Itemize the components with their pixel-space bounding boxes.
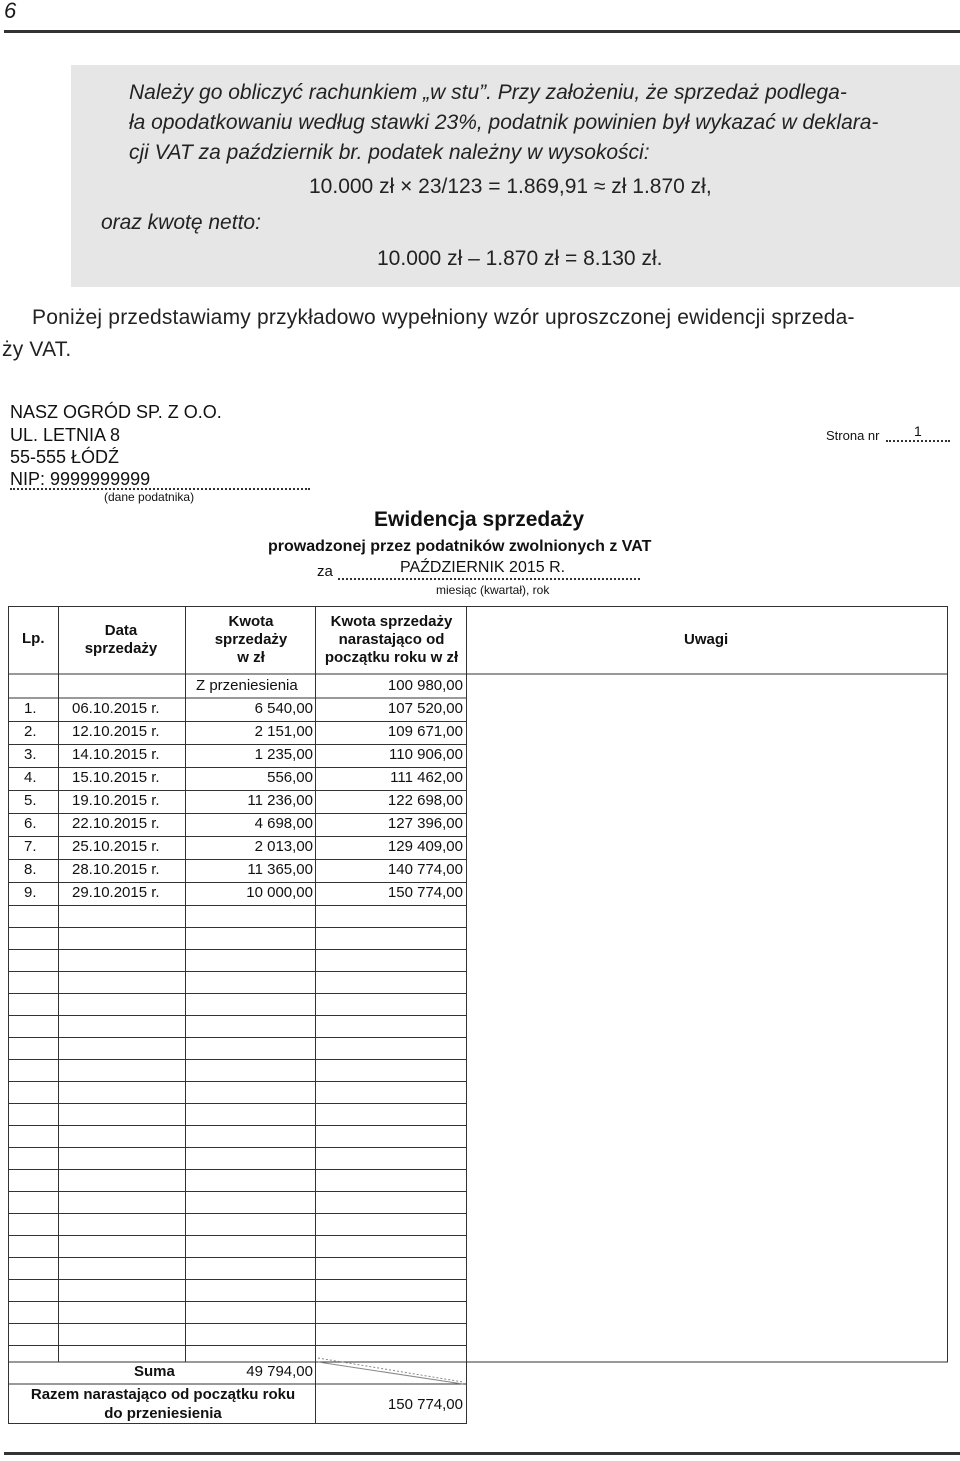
row-lp: 6. bbox=[24, 815, 37, 832]
col-header-cumulative-2: narastająco od bbox=[338, 631, 445, 648]
row-lp: 3. bbox=[24, 746, 37, 763]
page-ref-value: 1 bbox=[914, 423, 922, 439]
page-number: 6 bbox=[4, 0, 17, 23]
page-ref-dots bbox=[886, 440, 950, 442]
col-header-date-1: Data bbox=[104, 622, 138, 639]
note-box bbox=[71, 65, 960, 287]
col-header-amount-3: w zł bbox=[237, 649, 265, 666]
row-date: 15.10.2015 r. bbox=[72, 769, 160, 786]
total-label-2: do przeniesienia bbox=[104, 1405, 222, 1422]
total-label-1: Razem narastająco od początku roku bbox=[30, 1386, 296, 1403]
row-amount: 2 151,00 bbox=[254, 723, 313, 740]
col-header-cumulative-3: początku roku w zł bbox=[324, 649, 459, 666]
period-caption: miesiąc (kwartał), rok bbox=[436, 583, 550, 597]
sum-label: Suma bbox=[134, 1363, 175, 1380]
taxpayer-street: UL. LETNIA 8 bbox=[10, 425, 121, 445]
row-amount: 6 540,00 bbox=[254, 700, 313, 717]
row-date: 28.10.2015 r. bbox=[72, 861, 160, 878]
row-date: 25.10.2015 r. bbox=[72, 838, 160, 855]
period-dots bbox=[338, 578, 640, 580]
col-header-cumulative-1: Kwota sprzedaży bbox=[330, 613, 453, 630]
page-ref-label: Strona nr bbox=[826, 428, 880, 443]
taxpayer-city: 55-555 ŁÓDŹ bbox=[10, 447, 120, 467]
row-date: 06.10.2015 r. bbox=[72, 700, 160, 717]
intro-line-2: ży VAT. bbox=[2, 338, 72, 361]
row-amount: 556,00 bbox=[267, 769, 313, 786]
taxpayer-name: NASZ OGRÓD SP. Z O.O. bbox=[10, 402, 222, 422]
col-header-amount-1: Kwota bbox=[228, 613, 274, 630]
note-line-2: ła opodatkowaniu według stawki 23%, podatnik powinien był wykazać w deklara- bbox=[129, 111, 879, 134]
period-prefix: za bbox=[317, 563, 333, 580]
row-amount: 4 698,00 bbox=[254, 815, 313, 832]
row-amount: 11 236,00 bbox=[247, 792, 313, 809]
row-cumulative: 110 906,00 bbox=[389, 746, 463, 763]
col-header-date-2: sprzedaży bbox=[84, 640, 158, 657]
netto-label: oraz kwotę netto: bbox=[101, 211, 261, 234]
formula-netto: 10.000 zł – 1.870 zł = 8.130 zł. bbox=[377, 247, 663, 270]
taxpayer-nip: NIP: 9999999999 bbox=[10, 469, 151, 489]
row-date: 19.10.2015 r. bbox=[72, 792, 160, 809]
row-amount: 1 235,00 bbox=[254, 746, 313, 763]
row-lp: 1. bbox=[24, 700, 37, 717]
note-line-1: Należy go obliczyć rachunkiem „w stu”. Przy założeniu, że sprzedaż podlega- bbox=[129, 81, 847, 104]
row-lp: 4. bbox=[24, 769, 37, 786]
row-lp: 8. bbox=[24, 861, 37, 878]
form-title: Ewidencja sprzedaży bbox=[374, 508, 585, 531]
row-cumulative: 107 520,00 bbox=[387, 700, 463, 717]
row-date: 14.10.2015 r. bbox=[72, 746, 160, 763]
col-header-notes: Uwagi bbox=[684, 631, 729, 648]
sum-value: 49 794,00 bbox=[246, 1363, 313, 1380]
row-amount: 2 013,00 bbox=[254, 838, 313, 855]
carried-over-value: 100 980,00 bbox=[387, 677, 463, 694]
row-amount: 11 365,00 bbox=[247, 861, 313, 878]
row-lp: 5. bbox=[24, 792, 37, 809]
row-lp: 2. bbox=[24, 723, 37, 740]
row-cumulative: 127 396,00 bbox=[387, 815, 463, 832]
form-subtitle: prowadzonej przez podatników zwolnionych z VAT bbox=[268, 538, 652, 555]
formula-gross: 10.000 zł × 23/123 = 1.869,91 ≈ zł 1.870 zł, bbox=[309, 175, 712, 198]
col-header-amount-2: sprzedaży bbox=[214, 631, 288, 648]
note-line-3: cji VAT za październik br. podatek należny w wysokości: bbox=[129, 141, 650, 164]
row-cumulative: 122 698,00 bbox=[387, 792, 463, 809]
row-date: 12.10.2015 r. bbox=[72, 723, 160, 740]
row-cumulative: 150 774,00 bbox=[387, 884, 463, 901]
row-cumulative: 140 774,00 bbox=[387, 861, 463, 878]
row-cumulative: 129 409,00 bbox=[387, 838, 463, 855]
row-date: 29.10.2015 r. bbox=[72, 884, 160, 901]
taxpayer-caption: (dane podatnika) bbox=[104, 490, 195, 504]
period-value: PAŹDZIERNIK 2015 R. bbox=[400, 559, 566, 576]
row-lp: 7. bbox=[24, 838, 37, 855]
bottom-rule bbox=[4, 1452, 960, 1455]
row-cumulative: 109 671,00 bbox=[387, 723, 463, 740]
top-rule bbox=[4, 30, 960, 33]
row-lp: 9. bbox=[24, 884, 37, 901]
col-header-lp: Lp. bbox=[22, 630, 45, 647]
row-date: 22.10.2015 r. bbox=[72, 815, 160, 832]
carried-over-label: Z przeniesienia bbox=[196, 677, 298, 694]
row-cumulative: 111 462,00 bbox=[390, 769, 463, 786]
row-amount: 10 000,00 bbox=[246, 884, 313, 901]
total-value: 150 774,00 bbox=[387, 1396, 463, 1413]
intro-line-1: Poniżej przedstawiamy przykładowo wypełniony wzór uproszczonej ewidencji sprzeda- bbox=[32, 306, 855, 329]
